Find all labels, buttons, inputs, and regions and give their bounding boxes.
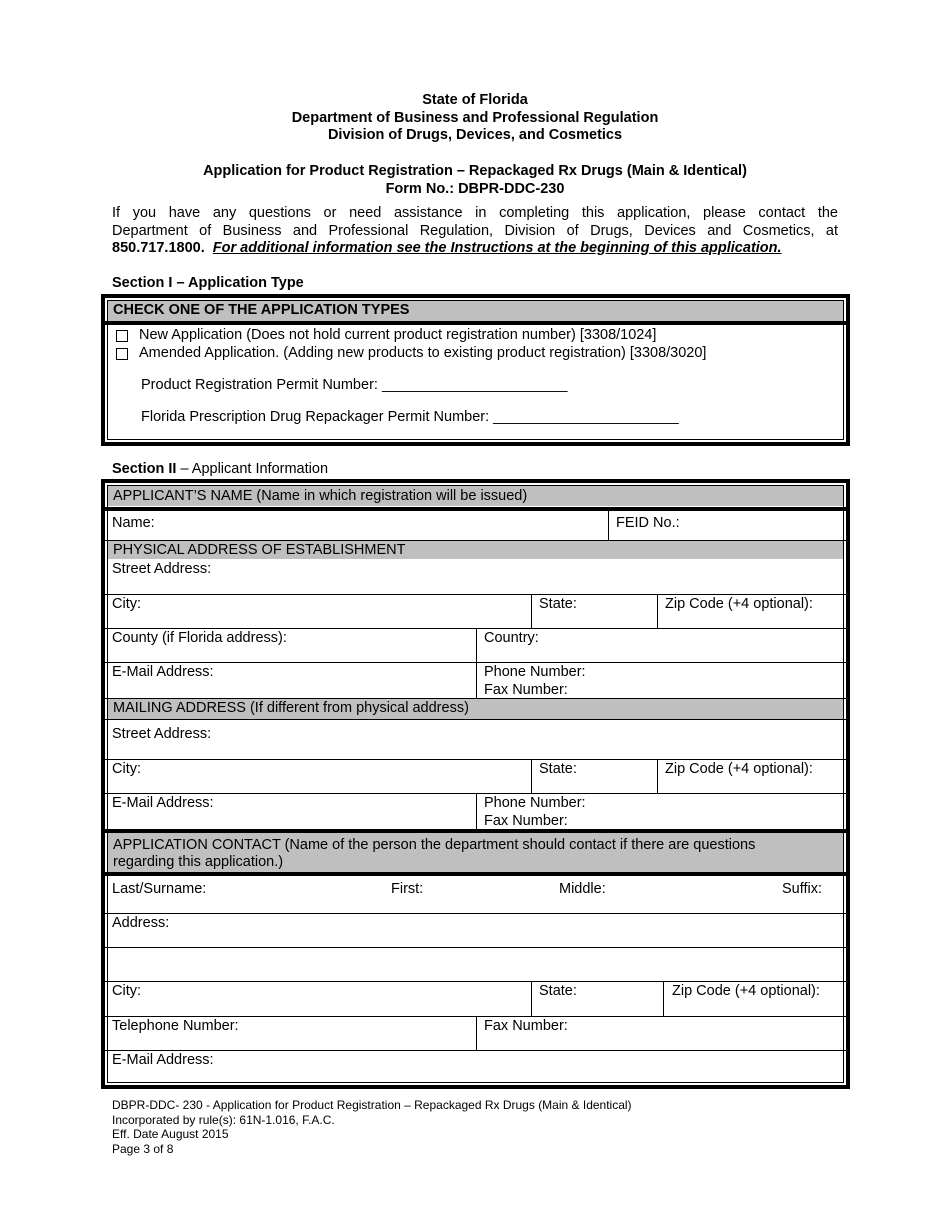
- amended-application-checkbox[interactable]: [116, 348, 128, 360]
- application-type-box: [101, 294, 850, 446]
- form-title: Application for Product Registration – Repackaged Rx Drugs (Main & Identical): [203, 163, 747, 179]
- country-field[interactable]: Country:: [484, 630, 539, 646]
- intro-line-1: If you have any questions or need assistance in completing this application, please contact the: [112, 205, 838, 221]
- physical-city-field[interactable]: City:: [112, 596, 141, 612]
- physical-address-header: PHYSICAL ADDRESS OF ESTABLISHMENT: [108, 541, 843, 559]
- applicant-information-box: [101, 479, 850, 1089]
- instructions-note: For additional information see the Instructions at the beginning of this application.: [212, 240, 782, 256]
- contact-phone: 850.717.1800.: [112, 240, 205, 256]
- division-name: Division of Drugs, Devices, and Cosmetics: [327, 127, 623, 143]
- physical-phone-field[interactable]: Phone Number:: [484, 664, 586, 680]
- department-name: Department of Business and Professional Regulation: [291, 109, 659, 126]
- section-2-title-rest: – Applicant Information: [176, 461, 329, 477]
- contact-address-field[interactable]: Address:: [112, 915, 170, 931]
- contact-last-name-field[interactable]: Last/Surname:: [112, 881, 207, 897]
- footer-page-number: Page 3 of 8: [112, 1141, 174, 1156]
- mailing-street-field[interactable]: Street Address:: [112, 726, 212, 742]
- mailing-state-field[interactable]: State:: [539, 761, 577, 777]
- applicant-name-field[interactable]: Name:: [112, 515, 155, 531]
- contact-fax-field[interactable]: Fax Number:: [484, 1018, 568, 1034]
- form-number: Form No.: DBPR-DDC-230: [385, 180, 565, 197]
- application-contact-header-line-2: regarding this application.): [113, 854, 284, 870]
- footer-rule: Incorporated by rule(s): 61N-1.016, F.A.C.: [112, 1112, 335, 1127]
- amended-application-label: Amended Application. (Adding new products to existing product registration) [3308/3020]: [139, 345, 707, 361]
- contact-telephone-field[interactable]: Telephone Number:: [112, 1018, 239, 1034]
- contact-middle-name-field[interactable]: Middle:: [559, 881, 606, 897]
- physical-zip-field[interactable]: Zip Code (+4 optional):: [665, 596, 813, 612]
- physical-fax-field[interactable]: Fax Number:: [484, 682, 568, 698]
- physical-state-field[interactable]: State:: [539, 596, 577, 612]
- mailing-address-header: MAILING ADDRESS (If different from physical address): [108, 699, 843, 719]
- intro-line-2: Department of Business and Professional Regulation, Division of Drugs, Devices and Cosmetics, at: [112, 222, 838, 239]
- contact-suffix-field[interactable]: Suffix:: [782, 881, 823, 897]
- applicant-name-header: APPLICANT’S NAME (Name in which registration will be issued): [108, 486, 843, 506]
- section-1-title: Section I – Application Type: [112, 275, 304, 291]
- form-title-block: [0, 163, 950, 198]
- contact-city-field[interactable]: City:: [112, 983, 141, 999]
- application-contact-header-line-1: APPLICATION CONTACT (Name of the person the department should contact if there are questions: [113, 837, 756, 853]
- contact-zip-field[interactable]: Zip Code (+4 optional):: [672, 983, 820, 999]
- footer-form-title: DBPR-DDC- 230 - Application for Product Registration – Repackaged Rx Drugs (Main & Identical): [112, 1098, 632, 1112]
- page-footer: [112, 1098, 632, 1156]
- mailing-fax-field[interactable]: Fax Number:: [484, 813, 568, 829]
- product-registration-permit-field[interactable]: Product Registration Permit Number: _______________________: [141, 377, 568, 393]
- feid-field[interactable]: FEID No.:: [616, 515, 680, 531]
- contact-email-field[interactable]: E-Mail Address:: [112, 1052, 214, 1068]
- application-contact-header: [108, 833, 843, 872]
- physical-email-field[interactable]: E-Mail Address:: [112, 664, 214, 680]
- physical-street-field[interactable]: Street Address:: [112, 561, 212, 577]
- mailing-zip-field[interactable]: Zip Code (+4 optional):: [665, 761, 813, 777]
- mailing-phone-field[interactable]: Phone Number:: [484, 795, 586, 811]
- contact-first-name-field[interactable]: First:: [391, 881, 424, 897]
- new-application-label: New Application (Does not hold current product registration number) [3308/1024]: [139, 327, 657, 343]
- application-type-header: CHECK ONE OF THE APPLICATION TYPES: [108, 301, 843, 321]
- mailing-city-field[interactable]: City:: [112, 761, 141, 777]
- section-2-title-bold: Section II: [112, 461, 177, 477]
- form-header: [0, 92, 950, 145]
- section-2-title: [112, 461, 328, 477]
- footer-effective-date: Eff. Date August 2015: [112, 1127, 229, 1141]
- contact-state-field[interactable]: State:: [539, 983, 577, 999]
- county-field[interactable]: County (if Florida address):: [112, 630, 287, 646]
- repackager-permit-field[interactable]: Florida Prescription Drug Repackager Permit Number: _______________________: [141, 409, 679, 425]
- intro-paragraph: [112, 205, 838, 258]
- mailing-email-field[interactable]: E-Mail Address:: [112, 795, 214, 811]
- state-name: State of Florida: [422, 92, 528, 108]
- new-application-checkbox[interactable]: [116, 330, 128, 342]
